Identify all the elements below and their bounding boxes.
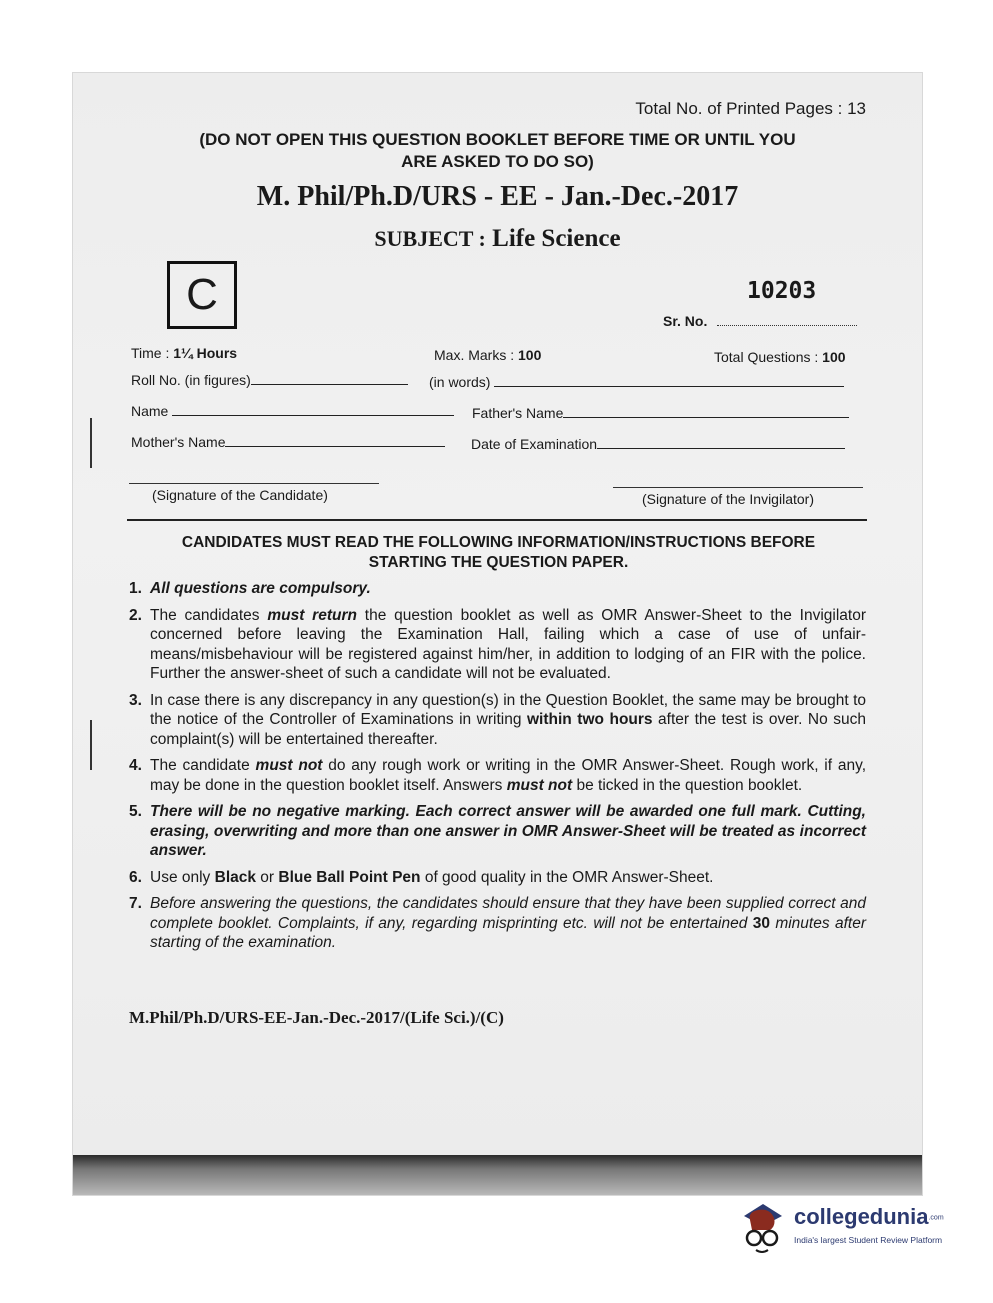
instruction-2 bbox=[129, 606, 866, 684]
printed-pages: Total No. of Printed Pages : 13 bbox=[635, 99, 866, 118]
subject-label: SUBJECT : bbox=[374, 226, 486, 251]
name-field[interactable] bbox=[131, 403, 454, 419]
instruction-number: 3. bbox=[129, 691, 142, 709]
instruction-3 bbox=[129, 691, 866, 750]
question-booklet-page bbox=[72, 72, 923, 1196]
instruction-number: 2. bbox=[129, 606, 142, 624]
instruction-emphasis: Blue Ball Point Pen bbox=[278, 868, 421, 886]
mothers-name-field[interactable] bbox=[131, 434, 445, 450]
instructions-heading-line-1: CANDIDATES MUST READ THE FOLLOWING INFORMATION/INSTRUCTIONS BEFORE bbox=[181, 534, 816, 551]
candidate-signature-line[interactable] bbox=[129, 483, 379, 484]
invigilator-signature-label: (Signature of the Invigilator) bbox=[642, 491, 814, 507]
instruction-7 bbox=[129, 894, 866, 953]
total-questions-value: 100 bbox=[822, 349, 846, 365]
instruction-number: 6. bbox=[129, 868, 142, 886]
sr-no-field bbox=[663, 313, 857, 329]
instruction-number: 7. bbox=[129, 895, 142, 912]
instruction-text: after the test is over. No such complaint(s) will be entertained thereafter. bbox=[150, 711, 866, 748]
instruction-6 bbox=[129, 868, 866, 888]
scan-shadow-band bbox=[73, 1155, 922, 1195]
roll-no-words-field[interactable] bbox=[429, 374, 844, 390]
instruction-text: do any rough work or writing in the OMR Answer-Sheet. Rough work, if any, may be done in the question booklet itself. Answers bbox=[150, 757, 867, 794]
fathers-name-line[interactable] bbox=[563, 405, 849, 418]
sr-no-dots bbox=[717, 315, 857, 326]
paper-code: M.Phil/Ph.D/URS-EE-Jan.-Dec.-2017/(Life Sci.)/(C) bbox=[129, 1008, 504, 1027]
booklet-code-box: C bbox=[167, 261, 237, 329]
time-field bbox=[131, 345, 237, 361]
mascot-icon bbox=[736, 1198, 790, 1256]
roll-no-figures-field[interactable] bbox=[131, 372, 408, 388]
instruction-emphasis: within two hours bbox=[527, 711, 653, 728]
brand-name: collegedunia bbox=[794, 1204, 929, 1229]
roll-no-words-line[interactable] bbox=[494, 374, 844, 387]
name-line[interactable] bbox=[172, 403, 454, 416]
invigilator-signature-line[interactable] bbox=[613, 487, 863, 488]
subject-value: Life Science bbox=[492, 225, 621, 252]
max-marks-value: 100 bbox=[518, 347, 542, 363]
instruction-emphasis: Black bbox=[214, 868, 256, 886]
instruction-4 bbox=[129, 756, 866, 795]
time-value: 1¼ Hours bbox=[173, 345, 238, 361]
warning-line-1: (DO NOT OPEN THIS QUESTION BOOKLET BEFORE TIME OR UNTIL YOU bbox=[199, 130, 796, 149]
roll-no-figures-line[interactable] bbox=[251, 372, 408, 385]
date-of-exam-field[interactable] bbox=[471, 436, 845, 452]
max-marks-field bbox=[434, 347, 541, 363]
instruction-text: minutes after starting of the examination. bbox=[150, 914, 866, 951]
total-questions-label: Total Questions : bbox=[714, 349, 819, 365]
instruction-text: of good quality in the OMR Answer-Sheet. bbox=[420, 868, 714, 886]
sr-no-label: Sr. No. bbox=[663, 313, 708, 329]
instruction-text: The candidate bbox=[150, 757, 256, 774]
instructions-heading bbox=[135, 533, 862, 573]
max-marks-label: Max. Marks : bbox=[434, 347, 515, 363]
instruction-number: 1. bbox=[129, 580, 142, 597]
instruction-5 bbox=[129, 802, 866, 861]
instruction-text: Use only bbox=[150, 868, 215, 886]
brand-suffix: .com bbox=[928, 1214, 944, 1222]
warning-notice bbox=[133, 129, 862, 173]
brand-tagline: India's largest Student Review Platform bbox=[794, 1235, 943, 1245]
instruction-emphasis: must return bbox=[267, 606, 357, 624]
roll-no-words-label: (in words) bbox=[429, 374, 491, 390]
fathers-name-field[interactable] bbox=[472, 405, 849, 421]
instruction-emphasis: must not bbox=[255, 757, 323, 774]
instruction-text: There will be no negative marking. Each correct answer will be awarded one full mark. Cutting, erasing, overwriting and more than one answer in OMR Answer-Sheet will be treated as incorrect answer. bbox=[150, 803, 866, 859]
mothers-name-label: Mother's Name bbox=[131, 434, 226, 450]
fathers-name-label: Father's Name bbox=[472, 405, 564, 421]
time-label: Time : bbox=[131, 345, 170, 361]
warning-line-2: ARE ASKED TO DO SO) bbox=[401, 152, 594, 171]
serial-number: 10203 bbox=[747, 278, 817, 304]
instruction-text: the question booklet as well as OMR Answer-Sheet to the Invigilator concerned before leaving the Examination Hall, failing which a case of use of unfair-means/misbehaviour will be registered against him/her, in addition to lodging of an FIR with the police. Further the answer-sheet of such a candidate will not be evaluated. bbox=[150, 606, 867, 682]
instructions-heading-line-2: STARTING THE QUESTION PAPER. bbox=[368, 554, 629, 571]
candidate-signature-label: (Signature of the Candidate) bbox=[152, 487, 328, 503]
instruction-emphasis: 30 bbox=[752, 914, 770, 932]
date-of-exam-label: Date of Examination bbox=[471, 436, 598, 452]
instruction-number: 5. bbox=[129, 803, 142, 820]
binding-mark bbox=[90, 418, 92, 468]
roll-no-figures-label: Roll No. (in figures) bbox=[131, 372, 251, 388]
date-of-exam-line[interactable] bbox=[597, 436, 845, 449]
binding-mark bbox=[90, 720, 92, 770]
instruction-text: Before answering the questions, the candidates should ensure that they have been supplied correct and complete booklet. Complaints, if any, regarding misprinting etc. will not be entertained bbox=[150, 895, 866, 932]
exam-title: M. Phil/Ph.D/URS - EE - Jan.-Dec.-2017 bbox=[256, 181, 739, 212]
instruction-1 bbox=[129, 579, 866, 599]
mothers-name-line[interactable] bbox=[225, 434, 445, 447]
instruction-text: All questions are compulsory. bbox=[150, 580, 371, 597]
instructions-list bbox=[129, 579, 866, 960]
instruction-text: or bbox=[256, 868, 279, 886]
instruction-emphasis: must not bbox=[506, 776, 573, 794]
section-divider bbox=[127, 519, 867, 521]
brand-wordmark bbox=[794, 1204, 944, 1230]
name-label: Name bbox=[131, 403, 169, 419]
collegedunia-logo[interactable] bbox=[736, 1198, 966, 1258]
instruction-number: 4. bbox=[129, 757, 142, 774]
instruction-text: In case there is any discrepancy in any question(s) in the Question Booklet, the same may be brought to the notice of the Controller of Examinations in writing bbox=[150, 691, 866, 728]
total-questions-field bbox=[714, 349, 846, 365]
instruction-text: The candidates bbox=[150, 606, 268, 624]
instruction-text: be ticked in the question booklet. bbox=[572, 776, 803, 794]
subject-line bbox=[73, 225, 922, 253]
